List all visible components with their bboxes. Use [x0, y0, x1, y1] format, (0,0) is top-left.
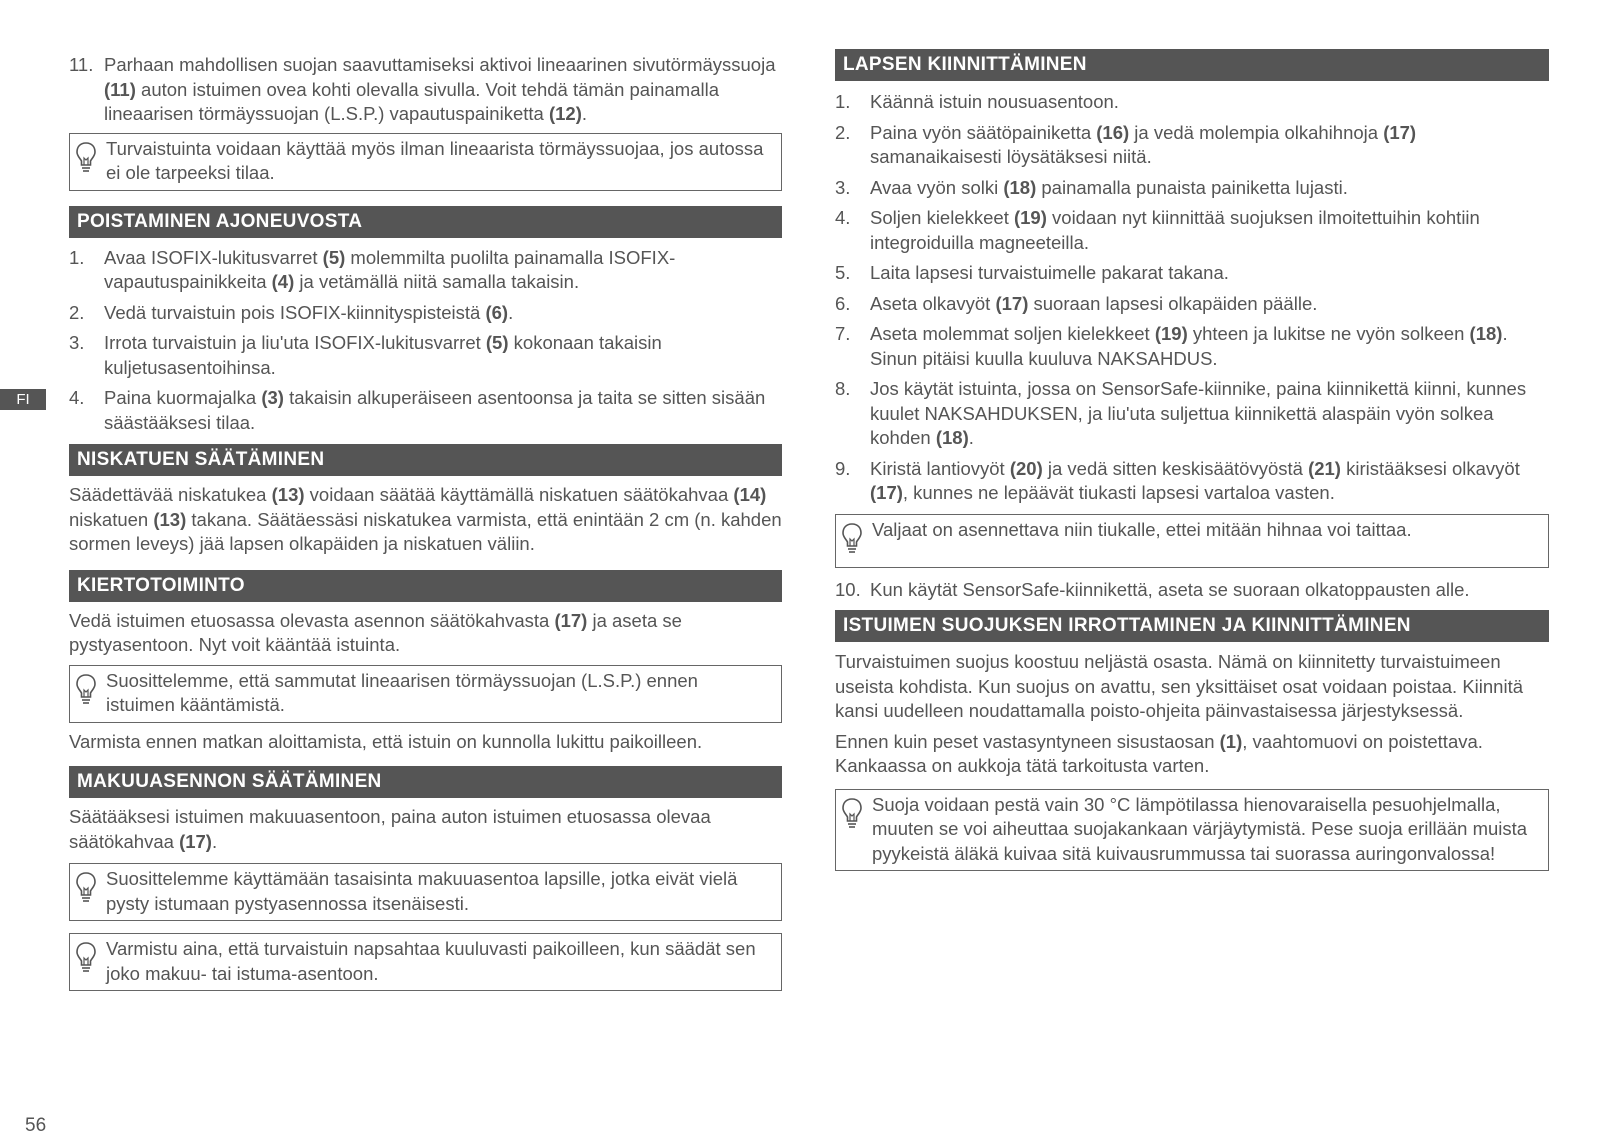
ref-number: (17) — [995, 292, 1029, 314]
text: Aseta olkavyöt — [870, 292, 996, 314]
note-box — [69, 133, 782, 191]
list-item — [835, 261, 1549, 286]
list-item — [69, 331, 782, 380]
text: yhteen ja lukitse ne vyön solkeen — [1187, 323, 1470, 344]
headrest-paragraph — [69, 483, 782, 557]
text: Aseta molemmat soljen kielekkeet — [870, 323, 1155, 344]
list-number: 2. — [835, 121, 851, 143]
text: . — [968, 427, 974, 448]
text: Soljen kielekkeet — [870, 207, 1014, 228]
lightbulb-icon — [841, 522, 863, 554]
note-box — [835, 789, 1549, 872]
ref-number: (17) — [179, 830, 212, 852]
text: samanaikaisesti löysätäksesi niitä. — [870, 146, 1152, 167]
text: painamalla punaista painiketta lujasti. — [1036, 176, 1348, 198]
removal-list — [69, 246, 782, 436]
list-number: 6. — [835, 292, 851, 314]
ref-number: (17) — [1383, 121, 1417, 143]
note-text: Suosittelemme käyttämään tasaisinta makuuasentoa lapsille, jotka eivät vielä pysty istumaan pystyasennossa itsenäisesti. — [106, 868, 738, 914]
lightbulb-icon — [75, 871, 97, 903]
text: auton istuimen ovea kohti olevalla sivulla. Voit tehdä tämän painamalla lineaarisen törmäyssuojan (L.S.P.) vapautuspainiketta — [104, 78, 719, 124]
child-list — [835, 90, 1549, 506]
list-item — [835, 206, 1549, 255]
list-item — [69, 386, 782, 435]
text: Avaa vyön solki — [870, 176, 1004, 198]
item10-list — [835, 578, 1549, 603]
text: . — [211, 830, 218, 852]
section-heading-cover: ISTUIMEN SUOJUKSEN IRROTTAMINEN JA KIINNITTÄMINEN — [835, 610, 1549, 642]
list-item — [835, 322, 1549, 371]
right-column — [835, 0, 1549, 871]
list-item — [835, 90, 1549, 115]
list-number: 7. — [835, 323, 851, 344]
text: . Sinun pitäisi kuulla kuuluva NAKSAHDUS. — [870, 323, 1508, 369]
ref-number: (5) — [322, 246, 346, 268]
recline-paragraph — [69, 805, 782, 854]
text: , kunnes ne lepäävät tiukasti lapsesi vartaloa vasten. — [902, 482, 1335, 503]
lightbulb-icon — [75, 673, 97, 705]
text: Laita lapsesi turvaistuimelle pakarat takana. — [870, 262, 1229, 283]
note-text: Suoja voidaan pestä vain 30 °C lämpötilassa hienovaraisella pesuohjelmalla, muuten se voi aiheuttaa suojakankaan värjäytymistä. Pese suoja erillään muista pyykeistä äläkä kuivaa sitä kuivausrummussa tai suorassa auringonvalossa! — [872, 793, 1528, 864]
text: voidaan säätää käyttämällä niskatuen säätökahvaa — [304, 484, 734, 505]
note-box — [69, 665, 782, 723]
lightbulb-icon — [841, 797, 863, 829]
list-number: 5. — [835, 262, 851, 283]
text: Kun käytät SensorSafe-kiinnikettä, aseta se suoraan olkatoppausten alle. — [870, 578, 1470, 600]
ref-number: (21) — [1308, 457, 1341, 479]
text: molemmilta puolilta painamalla ISOFIX-vapautuspainikkeita — [104, 246, 676, 292]
left-column — [69, 0, 782, 991]
list-item — [835, 121, 1549, 170]
text: voidaan nyt kiinnittää suojuksen ilmoitettuihin kohtiin integroiduilla magneeteilla. — [870, 207, 1480, 253]
page-number: 56 — [25, 1115, 47, 1136]
section-heading-headrest: NISKATUEN SÄÄTÄMINEN — [69, 444, 782, 476]
ref-number: (13) — [271, 484, 305, 505]
section-heading-removal: POISTAMINEN AJONEUVOSTA — [69, 206, 782, 238]
note-box — [69, 933, 782, 991]
text: Vedä istuimen etuosassa olevasta asennon säätökahvasta — [69, 609, 555, 631]
ref-number: (12) — [548, 103, 582, 124]
note-text: Valjaat on asennettava niin tiukalle, ettei mitään hihnaa voi taittaa. — [872, 518, 1412, 540]
cover-paragraph-2 — [835, 730, 1549, 779]
ref-number: (6) — [485, 301, 509, 323]
ref-number: (19) — [1013, 207, 1047, 228]
ref-number: (4) — [271, 271, 295, 292]
ref-number: (1) — [1219, 730, 1243, 752]
text: Jos käytät istuinta, jossa on SensorSafe-kiinnike, paina kiinnikettä kiinni, kunnes kuulet NAKSAHDUKSEN, ja liu'uta suljettua kiinnikettä alaspäin vyön solkea kohden — [870, 378, 1527, 448]
text: kiristääksesi olkavyöt — [1340, 457, 1520, 479]
list-number: 4. — [69, 387, 85, 408]
list-number: 9. — [835, 457, 851, 479]
note-text: Varmistu aina, että turvaistuin napsahtaa kuuluvasti paikoilleen, kun säädät sen joko makuu- tai istuma-asentoon. — [106, 938, 756, 984]
ref-number: (17) — [870, 482, 903, 503]
list-item — [835, 176, 1549, 201]
section-heading-rotation: KIERTOTOIMINTO — [69, 570, 782, 602]
text: kokonaan takaisin kuljetusasentoihinsa. — [104, 332, 662, 378]
text: ja aseta se pystyasentoon. Nyt voit kääntää istuinta. — [69, 609, 682, 655]
ref-number: (18) — [1003, 176, 1037, 198]
list-item — [835, 457, 1549, 506]
text: Säädettävää niskatukea — [69, 484, 272, 505]
list-item — [835, 292, 1549, 317]
text: Vedä turvaistuin pois ISOFIX-kiinnityspisteistä — [104, 301, 486, 323]
text: Paina kuormajalka — [104, 387, 262, 408]
note-box — [69, 863, 782, 921]
text: niskatuen — [69, 508, 154, 530]
ref-number: (20) — [1009, 457, 1043, 479]
text: , vaahtomuovi on poistettava. Kankaassa on aukkoja tätä tarkoitusta varten. — [835, 730, 1483, 776]
text: Paina vyön säätöpainiketta — [870, 121, 1097, 143]
list-item — [69, 246, 782, 295]
text: . — [508, 301, 514, 323]
ref-number: (14) — [733, 484, 767, 505]
list-number: 3. — [835, 176, 851, 198]
text: takaisin alkuperäiseen asentoonsa ja taita se sitten sisään säästääksesi tilaa. — [104, 387, 766, 433]
text: Käännä istuin nousuasentoon. — [870, 91, 1119, 112]
text: Kiristä lantiovyöt — [870, 457, 1010, 479]
text: ja vetämällä niitä samalla takaisin. — [294, 271, 580, 292]
section-heading-recline: MAKUUASENNON SÄÄTÄMINEN — [69, 766, 782, 798]
list-number: 10. — [835, 578, 861, 600]
text: Avaa ISOFIX-lukitusvarret — [104, 246, 323, 268]
rotation-paragraph — [69, 609, 782, 658]
ref-number: (11) — [104, 78, 136, 100]
list-item — [69, 53, 782, 127]
ref-number: (17) — [554, 609, 588, 631]
note-box — [835, 514, 1549, 568]
ref-number: (13) — [153, 508, 187, 530]
lightbulb-icon — [75, 141, 97, 173]
list-item — [69, 301, 782, 326]
note-text: Turvaistuinta voidaan käyttää myös ilman lineaarista törmäyssuojaa, jos autossa ei ole tarpeeksi tilaa. — [106, 137, 764, 183]
ref-number: (3) — [261, 387, 284, 408]
text: Ennen kuin peset vastasyntyneen sisustaosan — [835, 730, 1220, 752]
list-number: 1. — [69, 246, 85, 268]
list-item — [835, 377, 1549, 451]
list-number: 2. — [69, 301, 85, 323]
ref-number: (5) — [485, 332, 509, 353]
list-number: 8. — [835, 378, 851, 399]
lightbulb-icon — [75, 941, 97, 973]
ref-number: (19) — [1154, 323, 1188, 344]
note-text: Suosittelemme, että sammutat lineaarisen törmäyssuojan (L.S.P.) ennen istuimen kääntämistä. — [106, 669, 698, 715]
section-heading-child: LAPSEN KIINNITTÄMINEN — [835, 49, 1549, 81]
cover-paragraph-1: Turvaistuimen suojus koostuu neljästä osasta. Nämä on kiinnitetty turvaistuimeen useista kohdista. Kun suojus on avattu, sen yksittäiset osat voidaan poistaa. Kiinnitä kansi uudelleen noudattamalla poisto-ohjeita päinvastaisessa järjestyksessä. — [835, 651, 1523, 721]
text: Säätääksesi istuimen makuuasentoon, paina auton istuimen etuosassa olevaa säätökahvaa — [69, 806, 711, 852]
text: ja vedä molempia olkahihnoja — [1129, 121, 1384, 143]
item11-list — [69, 53, 782, 127]
text: ja vedä sitten keskisäätövyöstä — [1042, 457, 1309, 479]
list-item — [835, 578, 1549, 603]
text: Irrota turvaistuin ja liu'uta ISOFIX-lukitusvarret — [104, 332, 486, 353]
list-number: 1. — [835, 91, 851, 112]
ref-number: (16) — [1096, 121, 1130, 143]
language-tab: FI — [0, 389, 46, 410]
text: Parhaan mahdollisen suojan saavuttamiseksi aktivoi lineaarinen sivutörmäyssuoja — [104, 54, 776, 75]
text: takana. Säätäessäsi niskatukea varmista, että enintään 2 cm (n. kahden sormen leveys) jää lapsen olkapäiden ja niskatuen väliin. — [69, 508, 782, 554]
ref-number: (18) — [1469, 323, 1503, 344]
ref-number: (18) — [935, 427, 969, 448]
rotation-after-paragraph: Varmista ennen matkan aloittamista, että istuin on kunnolla lukittu paikoilleen. — [69, 730, 703, 752]
list-number: 11. — [69, 54, 94, 75]
text: suoraan lapsesi olkapäiden päälle. — [1028, 292, 1318, 314]
text: . — [581, 103, 587, 124]
list-number: 3. — [69, 332, 85, 353]
list-number: 4. — [835, 207, 851, 228]
